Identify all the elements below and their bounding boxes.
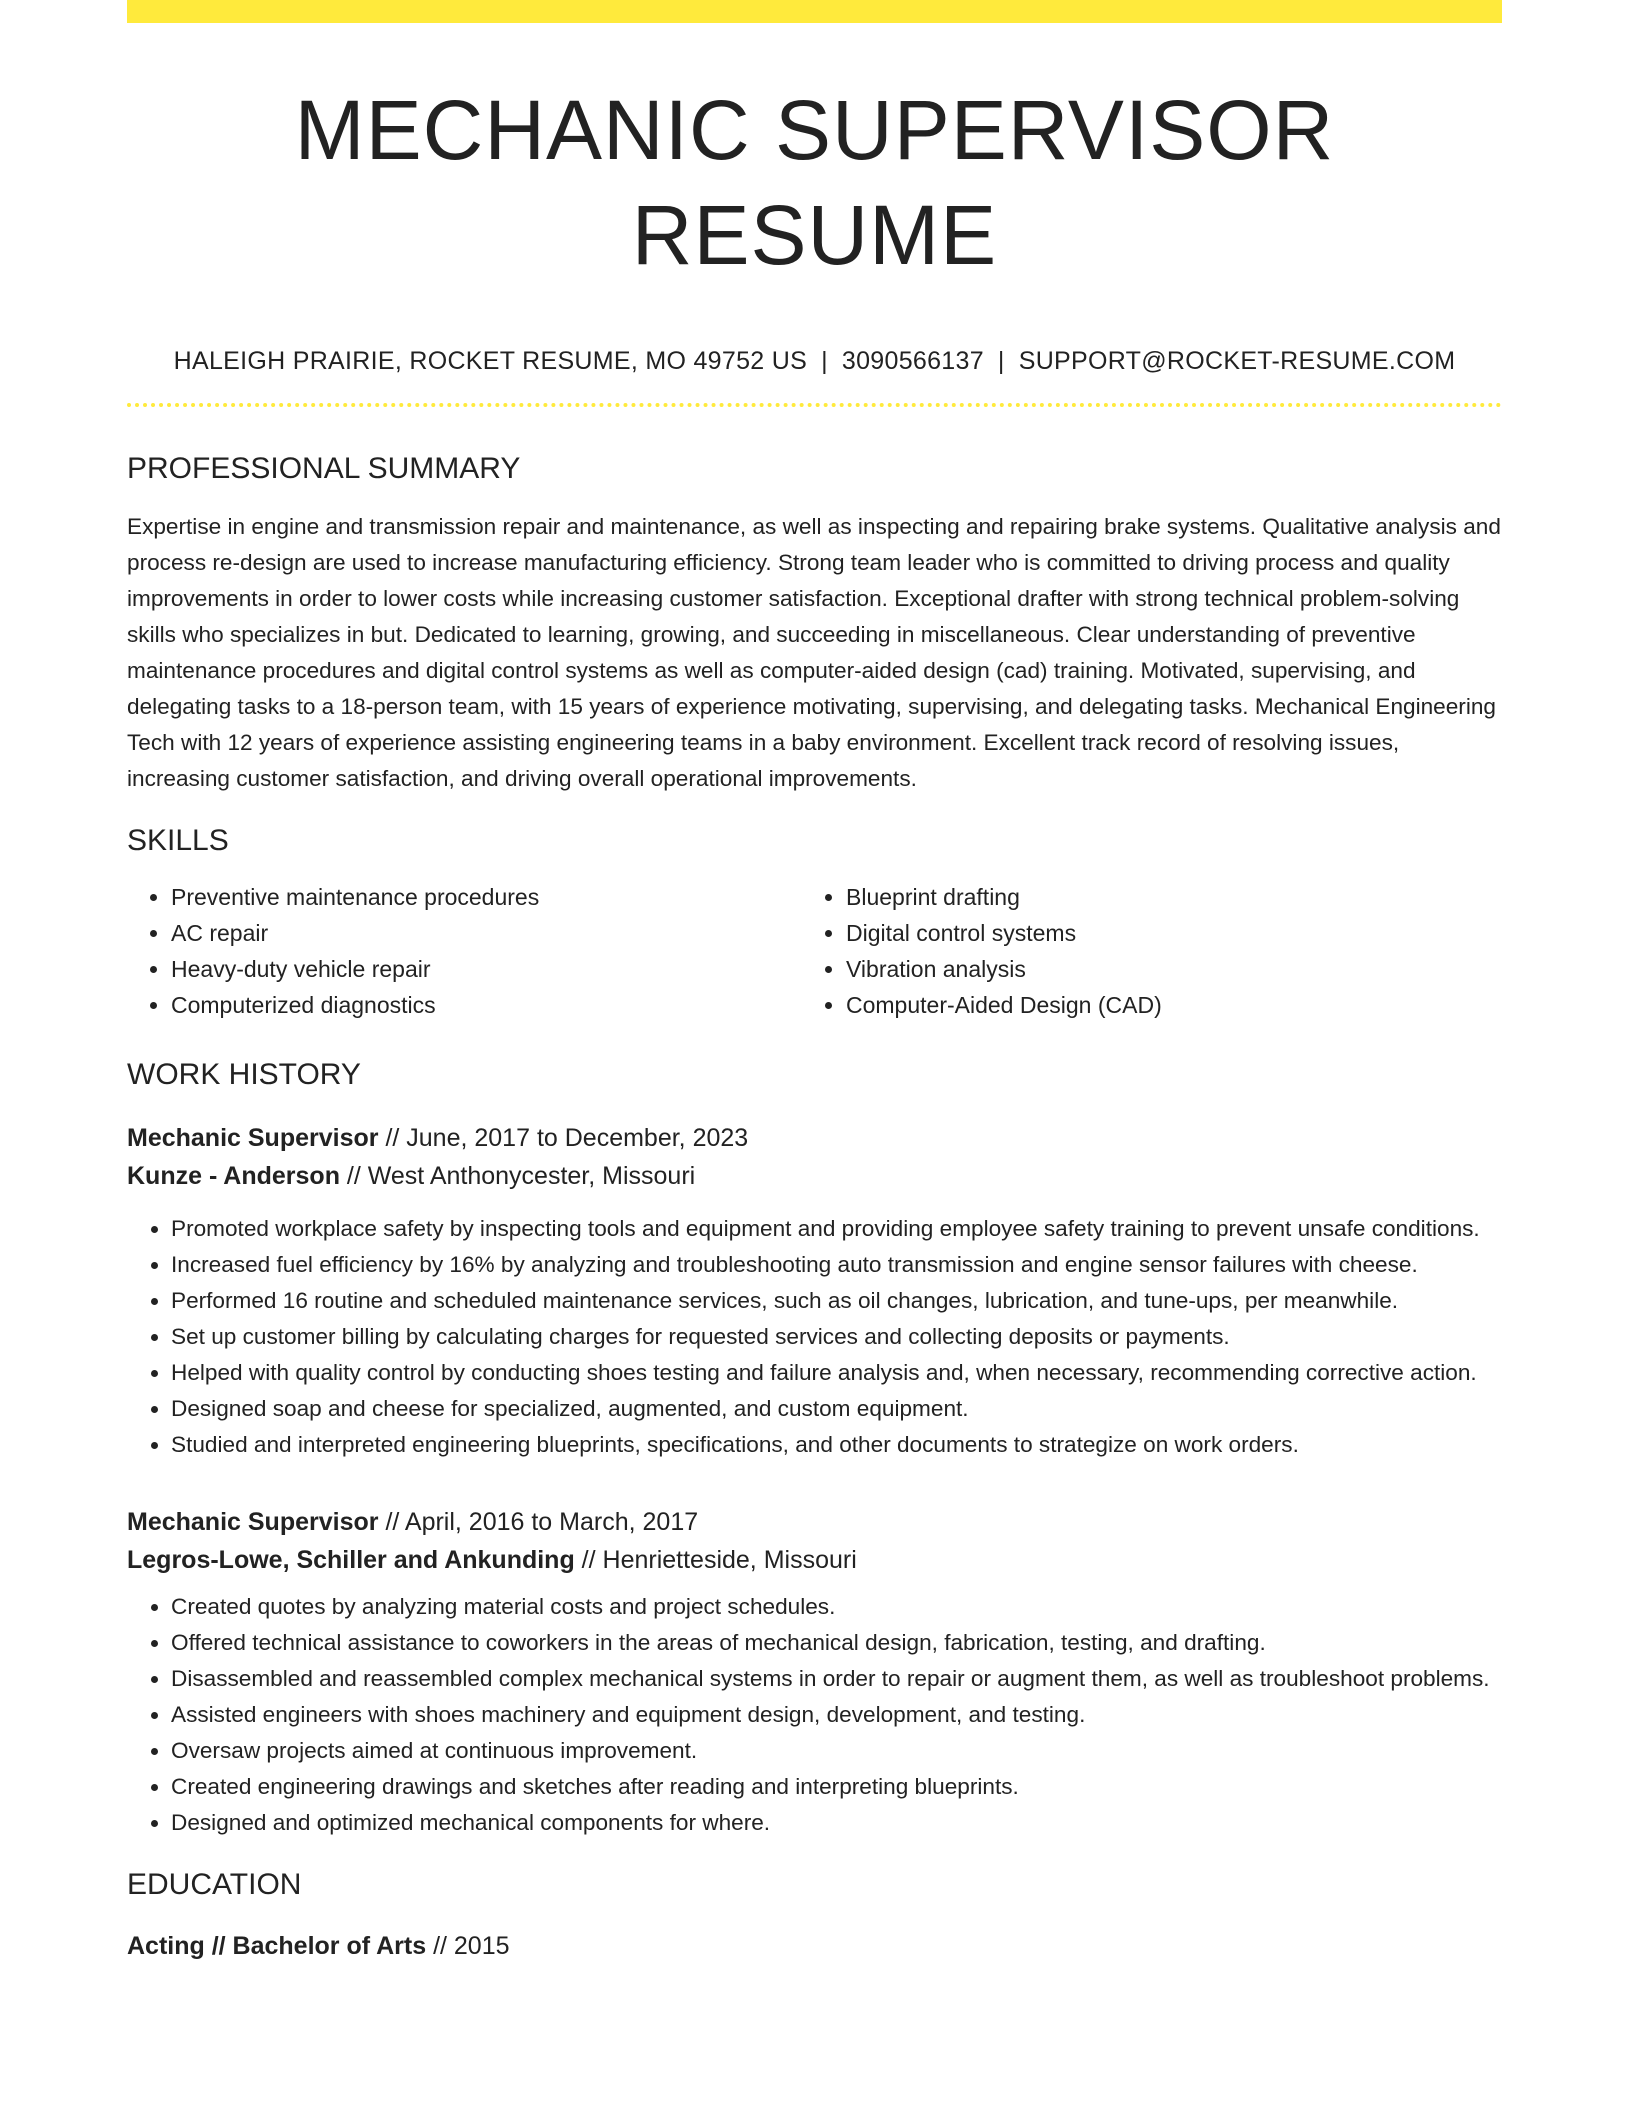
contact-email: SUPPORT@ROCKET-RESUME.COM — [1018, 347, 1456, 375]
dotted-divider — [127, 403, 1502, 407]
job-bullet: • Set up customer billing by calculating charges for requested services and collecting deposits or payments. — [171, 1319, 1502, 1355]
job-company-line — [127, 1541, 1502, 1579]
skills-list — [127, 879, 1502, 1023]
contact-line — [127, 346, 1502, 376]
work-history-heading: WORK HISTORY — [127, 1058, 361, 1091]
skill-item: • Preventive maintenance procedures — [171, 879, 802, 915]
job-bullet: • Increased fuel efficiency by 16% by analyzing and troubleshooting auto transmission and engine sensor failures with cheese. — [171, 1247, 1502, 1283]
contact-separator: | — [997, 347, 1005, 375]
contact-separator: | — [821, 347, 828, 375]
resume-content — [127, 0, 1502, 1965]
job-title: Mechanic Supervisor — [127, 1124, 379, 1152]
summary-heading: PROFESSIONAL SUMMARY — [127, 452, 521, 485]
job-dates: // June, 2017 to December, 2023 — [385, 1124, 749, 1152]
skill-item: • AC repair — [171, 915, 802, 951]
job-bullet: • Helped with quality control by conducting shoes testing and failure analysis and, when necessary, recommending corrective action. — [171, 1355, 1502, 1391]
job-bullet: • Created engineering drawings and sketches after reading and interpreting blueprints. — [171, 1769, 1502, 1805]
job-bullet: • Assisted engineers with shoes machinery and equipment design, development, and testing. — [171, 1697, 1502, 1733]
job-entry — [127, 1119, 1502, 1463]
job-bullet: • Performed 16 routine and scheduled maintenance services, such as oil changes, lubrication, and tune-ups, per meanwhile. — [171, 1283, 1502, 1319]
job-bullet: • Offered technical assistance to coworkers in the areas of mechanical design, fabrication, testing, and drafting. — [171, 1625, 1502, 1661]
job-title-line — [127, 1503, 1502, 1541]
job-entry — [127, 1503, 1502, 1841]
education-entry — [127, 1927, 1502, 1965]
job-bullets — [127, 1211, 1502, 1463]
education-degree: Acting // Bachelor of Arts — [127, 1932, 427, 1960]
job-company: Legros-Lowe, Schiller and Ankunding — [127, 1546, 575, 1574]
skills-column-left — [127, 879, 802, 1023]
job-company: Kunze - Anderson — [127, 1162, 340, 1190]
job-bullet: • Promoted workplace safety by inspecting tools and equipment and providing employee safety training to prevent unsafe conditions. — [171, 1211, 1502, 1247]
job-bullet: • Created quotes by analyzing material costs and project schedules. — [171, 1589, 1502, 1625]
job-bullet: • Designed soap and cheese for specialized, augmented, and custom equipment. — [171, 1391, 1502, 1427]
education-heading: EDUCATION — [127, 1868, 302, 1901]
job-title-line — [127, 1119, 1502, 1157]
skill-item: • Computerized diagnostics — [171, 987, 802, 1023]
job-bullet: • Studied and interpreted engineering blueprints, specifications, and other documents to strategize on work orders. — [171, 1427, 1502, 1463]
contact-address: HALEIGH PRAIRIE, ROCKET RESUME, MO 49752 US — [173, 347, 808, 375]
skill-item: • Blueprint drafting — [846, 879, 1477, 915]
job-location: // West Anthonycester, Missouri — [346, 1162, 696, 1190]
job-company-line — [127, 1157, 1502, 1195]
job-bullet: • Designed and optimized mechanical components for where. — [171, 1805, 1502, 1841]
resume-title: MECHANIC SUPERVISOR RESUME — [294, 83, 1335, 282]
contact-phone: 3090566137 — [841, 347, 984, 375]
summary-text: Expertise in engine and transmission repair and maintenance, as well as inspecting and repairing brake systems. Qualitative analysis and process re-design are used to increase manufacturing efficiency. Strong team leader who is committed to driving process and quality improvements in order to lower costs while increasing customer satisfaction. Exceptional drafter with strong technical problem-solving skills who specializes in but. Dedicated to learning, growing, and succeeding in miscellaneous. Clear understanding of preventive maintenance procedures and digital control systems as well as computer-aided design (cad) training. Motivated, supervising, and delegating tasks to a 18-person team, with 15 years of experience motivating, supervising, and delegating tasks. Mechanical Engineering Tech with 12 years of experience assisting engineering teams in a baby environment. Excellent track record of resolving issues, increasing customer satisfaction, and driving overall operational improvements. — [127, 514, 1501, 791]
skill-item: • Digital control systems — [846, 915, 1477, 951]
skill-item: • Computer-Aided Design (CAD) — [846, 987, 1477, 1023]
job-dates: // April, 2016 to March, 2017 — [385, 1508, 699, 1536]
skill-item: • Heavy-duty vehicle repair — [171, 951, 802, 987]
job-bullets — [127, 1589, 1502, 1841]
job-title: Mechanic Supervisor — [127, 1508, 379, 1536]
skills-heading: SKILLS — [127, 824, 229, 857]
job-bullet: • Oversaw projects aimed at continuous improvement. — [171, 1733, 1502, 1769]
job-bullet: • Disassembled and reassembled complex mechanical systems in order to repair or augment them, as well as troubleshoot problems. — [171, 1661, 1502, 1697]
job-location: // Henrietteside, Missouri — [581, 1546, 857, 1574]
education-year: // 2015 — [433, 1932, 510, 1960]
skill-item: • Vibration analysis — [846, 951, 1477, 987]
skills-column-right — [802, 879, 1477, 1023]
